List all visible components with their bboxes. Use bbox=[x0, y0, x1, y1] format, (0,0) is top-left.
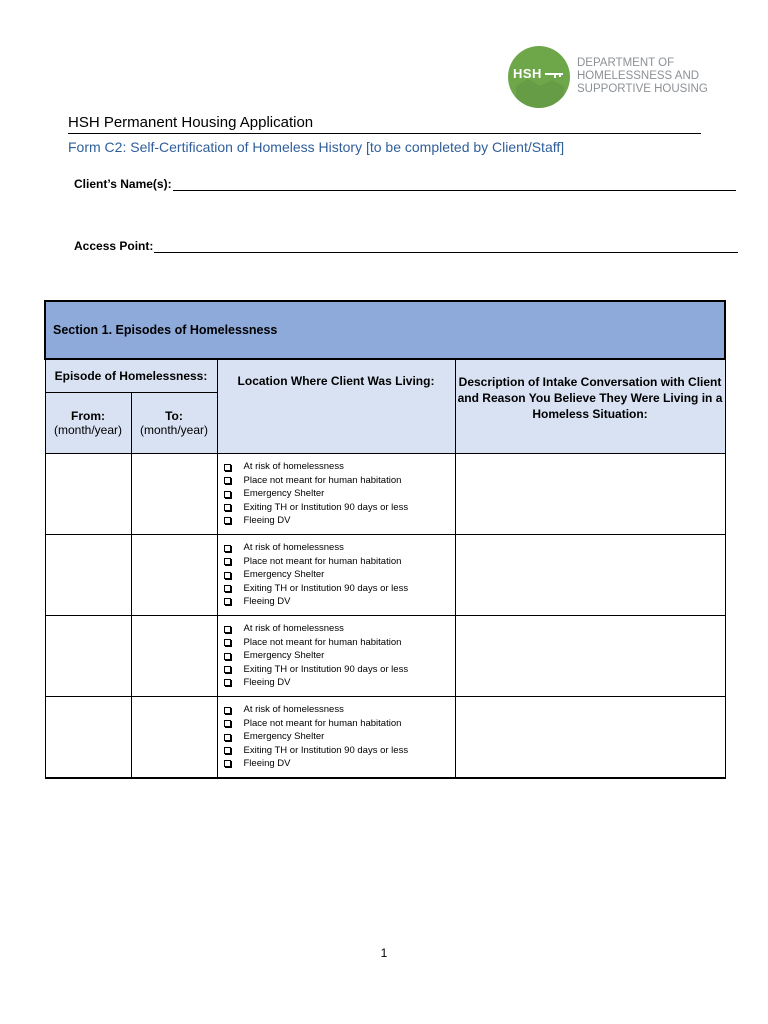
checkbox-icon[interactable] bbox=[224, 545, 231, 552]
to-cell[interactable] bbox=[131, 697, 217, 779]
access-point-field[interactable] bbox=[74, 239, 738, 253]
option-label: Place not meant for human habitation bbox=[243, 717, 402, 729]
option-label: Exiting TH or Institution 90 days or less bbox=[243, 663, 409, 675]
checkbox-icon[interactable] bbox=[224, 707, 231, 714]
checkbox-icon[interactable] bbox=[224, 747, 231, 754]
option-label: Place not meant for human habitation bbox=[243, 555, 402, 567]
form-subtitle: Form C2: Self-Certification of Homeless History [to be completed by Client/Staff] bbox=[68, 139, 565, 155]
episode-row bbox=[45, 535, 725, 616]
location-option[interactable] bbox=[224, 582, 455, 595]
option-label: Fleeing DV bbox=[243, 677, 291, 689]
option-label: Exiting TH or Institution 90 days or less bbox=[243, 501, 409, 513]
location-option[interactable] bbox=[224, 663, 455, 676]
location-cell bbox=[217, 697, 455, 779]
location-option[interactable] bbox=[224, 649, 455, 662]
checkbox-icon[interactable] bbox=[224, 572, 231, 579]
from-header bbox=[45, 393, 131, 454]
department-name bbox=[577, 57, 708, 96]
description-cell[interactable] bbox=[455, 616, 725, 697]
location-option[interactable] bbox=[224, 622, 455, 635]
option-label: Emergency Shelter bbox=[243, 731, 325, 743]
option-label: Exiting TH or Institution 90 days or less bbox=[243, 582, 409, 594]
checkbox-icon[interactable] bbox=[224, 653, 231, 660]
location-option[interactable] bbox=[224, 501, 455, 514]
checkbox-icon[interactable] bbox=[224, 639, 231, 646]
description-header: Description of Intake Conversation with Client and Reason You Believe They Were Living in a Homeless Situation: bbox=[455, 359, 725, 454]
description-cell[interactable] bbox=[455, 454, 725, 535]
option-label: Fleeing DV bbox=[243, 596, 291, 608]
description-cell[interactable] bbox=[455, 697, 725, 779]
location-option[interactable] bbox=[224, 595, 455, 608]
option-label: Fleeing DV bbox=[243, 758, 291, 770]
checkbox-icon[interactable] bbox=[224, 598, 231, 605]
to-label: To: bbox=[165, 409, 183, 423]
checkbox-icon[interactable] bbox=[224, 666, 231, 673]
access-point-label: Access Point: bbox=[74, 239, 154, 253]
section-title: Section 1. Episodes of Homelessness bbox=[45, 301, 725, 359]
location-option[interactable] bbox=[224, 460, 455, 473]
option-label: Emergency Shelter bbox=[243, 650, 325, 662]
episode-header: Episode of Homelessness: bbox=[45, 359, 217, 393]
location-cell bbox=[217, 616, 455, 697]
client-name-label: Client’s Name(s): bbox=[74, 177, 172, 191]
episode-row bbox=[45, 454, 725, 535]
department-line: HOMELESSNESS AND bbox=[577, 70, 700, 82]
client-name-blank[interactable] bbox=[173, 178, 736, 191]
from-cell[interactable] bbox=[45, 454, 131, 535]
department-line: SUPPORTIVE HOUSING bbox=[577, 83, 708, 95]
location-option[interactable] bbox=[224, 757, 455, 770]
location-option[interactable] bbox=[224, 541, 455, 554]
option-label: Place not meant for human habitation bbox=[243, 474, 402, 486]
option-label: At risk of homelessness bbox=[243, 704, 344, 716]
access-point-blank[interactable] bbox=[154, 240, 738, 253]
location-options bbox=[218, 460, 455, 527]
location-options bbox=[218, 703, 455, 770]
location-option[interactable] bbox=[224, 568, 455, 581]
to-hint: (month/year) bbox=[139, 423, 209, 437]
episode-row bbox=[45, 697, 725, 779]
description-cell[interactable] bbox=[455, 535, 725, 616]
location-option[interactable] bbox=[224, 676, 455, 689]
option-label: Emergency Shelter bbox=[243, 488, 325, 500]
location-options bbox=[218, 622, 455, 689]
episodes-table bbox=[44, 300, 726, 779]
location-header: Location Where Client Was Living: bbox=[217, 359, 455, 454]
checkbox-icon[interactable] bbox=[224, 491, 231, 498]
checkbox-icon[interactable] bbox=[224, 679, 231, 686]
checkbox-icon[interactable] bbox=[224, 734, 231, 741]
checkbox-icon[interactable] bbox=[224, 626, 231, 633]
option-label: Fleeing DV bbox=[243, 515, 291, 527]
option-label: Exiting TH or Institution 90 days or less bbox=[243, 744, 409, 756]
form-title: HSH Permanent Housing Application bbox=[68, 114, 701, 134]
location-option[interactable] bbox=[224, 703, 455, 716]
option-label: At risk of homelessness bbox=[243, 542, 344, 554]
location-option[interactable] bbox=[224, 636, 455, 649]
hsh-logo-mark bbox=[508, 46, 570, 108]
checkbox-icon[interactable] bbox=[224, 464, 231, 471]
option-label: Emergency Shelter bbox=[243, 569, 325, 581]
option-label: Place not meant for human habitation bbox=[243, 636, 402, 648]
location-option[interactable] bbox=[224, 474, 455, 487]
checkbox-icon[interactable] bbox=[224, 760, 231, 767]
location-option[interactable] bbox=[224, 730, 455, 743]
episode-row bbox=[45, 616, 725, 697]
to-cell[interactable] bbox=[131, 616, 217, 697]
from-cell[interactable] bbox=[45, 697, 131, 779]
option-label: At risk of homelessness bbox=[243, 623, 344, 635]
page-number: 1 bbox=[380, 946, 388, 960]
from-label: From: bbox=[71, 409, 105, 423]
from-hint: (month/year) bbox=[53, 423, 123, 437]
to-header bbox=[131, 393, 217, 454]
from-cell[interactable] bbox=[45, 616, 131, 697]
checkbox-icon[interactable] bbox=[224, 585, 231, 592]
checkbox-icon[interactable] bbox=[224, 720, 231, 727]
location-option[interactable] bbox=[224, 744, 455, 757]
to-cell[interactable] bbox=[131, 535, 217, 616]
location-option[interactable] bbox=[224, 717, 455, 730]
department-line: DEPARTMENT OF bbox=[577, 57, 675, 69]
location-option[interactable] bbox=[224, 514, 455, 527]
location-cell bbox=[217, 535, 455, 616]
from-cell[interactable] bbox=[45, 535, 131, 616]
location-options bbox=[218, 541, 455, 608]
option-label: At risk of homelessness bbox=[243, 461, 344, 473]
checkbox-icon[interactable] bbox=[224, 558, 231, 565]
to-cell[interactable] bbox=[131, 454, 217, 535]
logo-abbr: HSH bbox=[513, 66, 542, 81]
checkbox-icon[interactable] bbox=[224, 517, 231, 524]
location-cell bbox=[217, 454, 455, 535]
client-name-field[interactable] bbox=[74, 177, 736, 191]
location-option[interactable] bbox=[224, 555, 455, 568]
checkbox-icon[interactable] bbox=[224, 504, 231, 511]
location-option[interactable] bbox=[224, 487, 455, 500]
hsh-logo bbox=[508, 46, 718, 110]
checkbox-icon[interactable] bbox=[224, 477, 231, 484]
